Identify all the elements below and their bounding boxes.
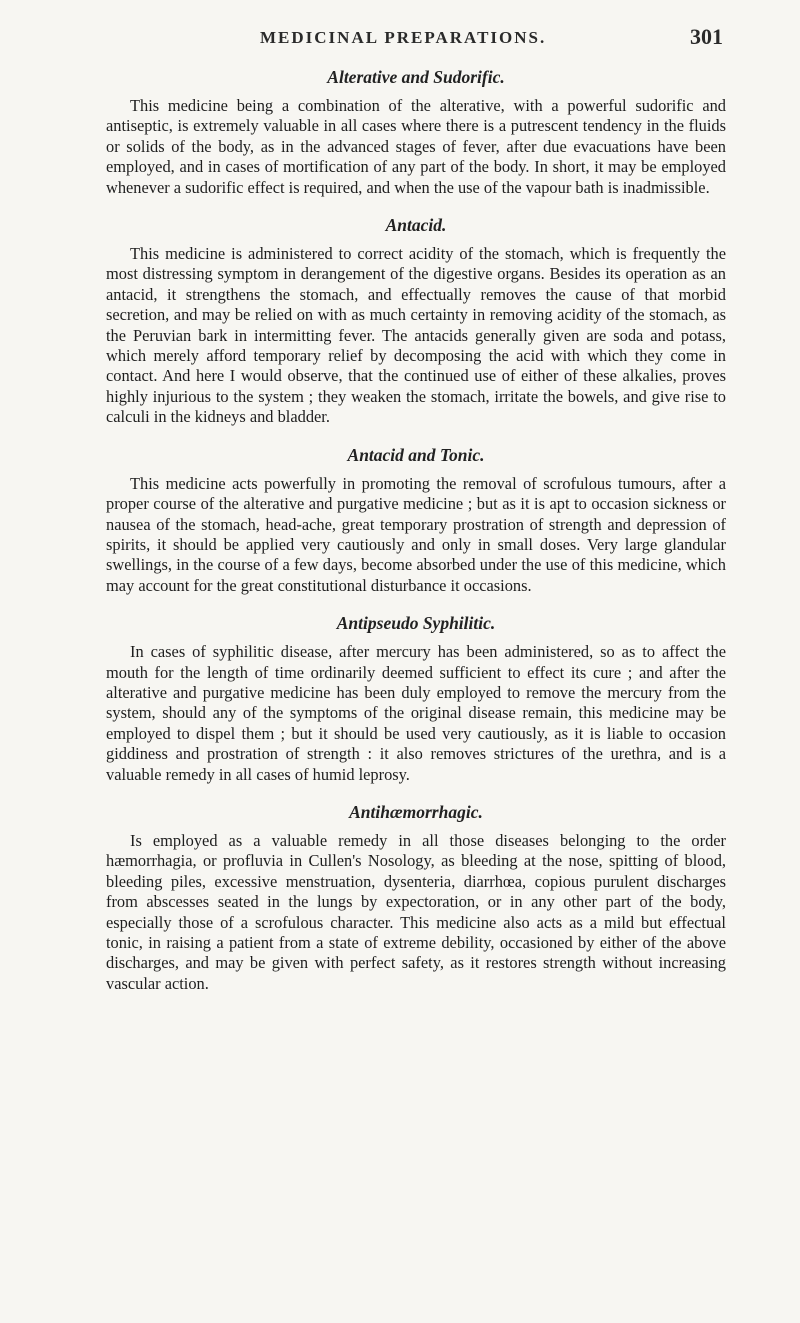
section-heading: Antacid and Tonic. (347, 444, 485, 465)
section-heading: Antihæmorrhagic. (349, 801, 483, 822)
section-antacid-and-tonic (106, 444, 726, 596)
section-paragraph: In cases of syphilitic disease, after mercury has been administered, so as to affect the mouth for the length of time ordinarily deemed sufficient to effect its cure ; and after the alterative and purgative medicine has been duly employed to remove the mercury from the system, should any of the symptoms of the original disease remain, this medicine may be employed to dispel them ; but it should be used very cautiously, as it is liable to occasion giddiness and prostration of strength : it also removes strictures of the urethra, and is a valuable remedy in all cases of humid leprosy. (106, 642, 726, 784)
section-heading: Antacid. (385, 215, 447, 236)
page-number: 301 (690, 24, 723, 49)
page-content (106, 66, 726, 1010)
section-antacid (106, 214, 726, 428)
section-paragraph: Is employed as a valuable remedy in all those diseases belonging to the order hæmorrhagia, or profluvia in Cullen's Nosology, as bleeding at the nose, spitting of blood, bleeding piles, excessive menstruation, dysenteria, diarrhœa, copious purulent discharges from abscesses seated in the lungs by expectoration, or in any other part of the body, especially those of a scrofulous character. This medicine also acts as a mild but effectual tonic, in raising a patient from a state of extreme debility, occasioned by either of the above discharges, and may be given with perfect safety, as it restores strength without increasing vascular action. (106, 830, 726, 993)
running-title: MEDICINAL PREPARATIONS. (260, 28, 547, 47)
section-paragraph: This medicine being a combination of the alterative, with a powerful sudorific and antiseptic, is extremely valuable in all cases where there is a putrescent tendency in the fluids or solids of the body, as in the advanced stages of fever, after due evacuations have been employed, and in cases of mortification of any part of the body. In short, it may be employed whenever a sudorific effect is required, and when the use of the vapour bath is inadmissible. (106, 96, 726, 197)
section-alterative-and-sudorific (106, 66, 726, 198)
section-heading: Antipseudo Syphilitic. (336, 613, 496, 634)
section-antipseudo-syphilitic (106, 612, 726, 785)
section-paragraph: This medicine acts powerfully in promoting the removal of scrofulous tumours, after a proper course of the alterative and purgative medicine ; but as it is apt to occasion sickness or nausea of the stomach, head-ache, great temporary prostration of strength and depression of spirits, it should be applied very cautiously and only in small doses. Very large glandular swellings, in the course of a few days, become absorbed under the use of this medicine, which may account for the great constitutional disturbance it occasions. (106, 473, 726, 595)
section-antihaemorrhagic (106, 801, 726, 994)
section-heading: Alterative and Sudorific. (327, 67, 505, 87)
section-paragraph: This medicine is administered to correct acidity of the stomach, which is frequently the most distressing symptom in derangement of the digestive organs. Besides its operation as an antacid, it strengthens the stomach, and effectually removes the cause of that morbid secretion, and may be relied on with as much certainty in removing acidity of the stomach, as the Peruvian bark in intermitting fever. The antacids generally given are soda and potass, which merely afford temporary relief by decomposing the acid with which they come in contact. And here I would observe, that the continued use of either of these alkalies, proves highly injurious to the system ; they weaken the stomach, irritate the bowels, and give rise to calculi in the kidneys and bladder. (106, 244, 726, 427)
running-header (0, 26, 800, 56)
